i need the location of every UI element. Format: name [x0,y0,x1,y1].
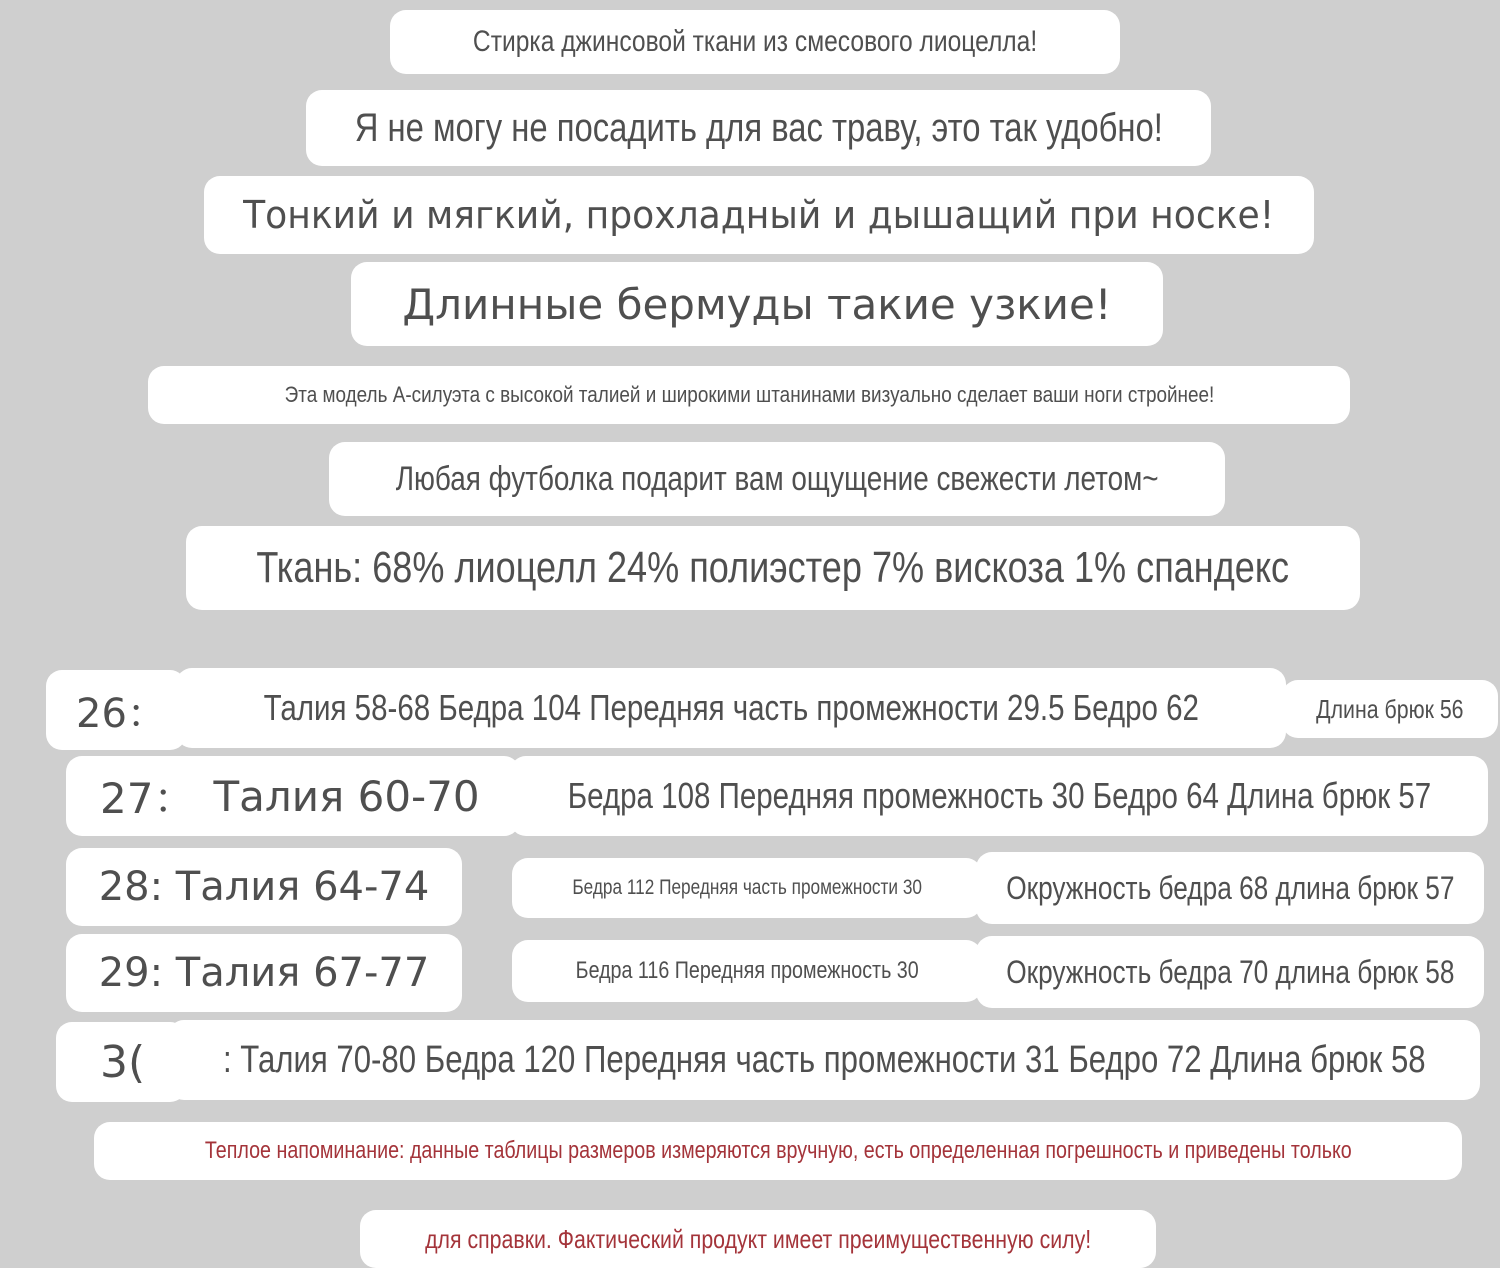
size-27-number: 27： [100,774,196,823]
size-28-label-text: 28: Талия 64-74 [98,864,430,910]
size-26-measurements [176,668,1286,748]
size-30-label [56,1022,186,1102]
headline-bermuda [351,262,1163,346]
headline-convenient [306,90,1211,166]
size-28-front-rise [512,858,982,918]
size-30-measurements [168,1020,1480,1100]
size-29-label [66,934,462,1012]
size-26-label [46,670,186,750]
fabric-composition [186,526,1360,610]
size-29-label-text: 29: Талия 67-77 [98,950,430,996]
size-26-length [1282,680,1498,738]
headline-silhouette-text: Эта модель А-силуэта с высокой талией и широкими штанинами визуально сделает ваши ноги стройнее! [284,382,1214,407]
size-29-thigh-length-text: Окружность бедра 70 длина брюк 58 [1005,953,1455,990]
size-27-measurements-text: Бедра 108 Передняя промежность 30 Бедро 64 Длина брюк 57 [567,775,1431,816]
size-27-measurements [510,756,1488,836]
notice-line-1-text: Теплое напоминание: данные таблицы размеров измеряются вручную, есть определенная погрешность и приведены только [204,1137,1352,1164]
size-29-front-rise-text: Бедра 116 Передняя промежность 30 [575,957,919,984]
notice-line-1 [94,1122,1462,1180]
size-28-front-rise-text: Бедра 112 Передняя часть промежности 30 [572,876,922,899]
size-29-thigh-length [976,936,1484,1008]
headline-tshirt [329,442,1225,516]
headline-washing-text: Стирка джинсовой ткани из смесового лиоцелла! [472,25,1038,58]
notice-line-2-text: для справки. Фактический продукт имеет преимущественную силу! [424,1223,1092,1254]
size-26-number: 26： [76,690,167,737]
headline-silhouette [148,366,1350,424]
headline-bermuda-text: Длинные бермуды такие узкие! [402,279,1112,329]
size-30-number: 3( [100,1036,146,1088]
size-28-thigh-length [976,852,1484,924]
fabric-composition-text: Ткань: 68% лиоцелл 24% полиэстер 7% вискоза 1% спандекс [256,543,1290,592]
notice-line-2 [360,1210,1156,1268]
size-26-measurements-text: Талия 58-68 Бедра 104 Передняя часть промежности 29.5 Бедро 62 [263,687,1199,728]
headline-washing [390,10,1120,74]
headline-convenient-text: Я не могу не посадить для вас траву, это так удобно! [354,105,1163,150]
size-30-measurements-text: : Талия 70-80 Бедра 120 Передняя часть промежности 31 Бедро 72 Длина брюк 58 [222,1038,1426,1081]
size-28-label [66,848,462,926]
size-27-waist: Талия 60-70 [213,771,480,821]
size-26-length-text: Длина брюк 56 [1316,693,1464,724]
headline-breathable-text: Тонкий и мягкий, прохладный и дышащий при носке! [243,193,1275,237]
size-28-thigh-length-text: Окружность бедра 68 длина брюк 57 [1005,869,1455,906]
headline-tshirt-text: Любая футболка подарит вам ощущение свежести летом~ [395,459,1159,498]
size-27-label [66,756,520,836]
size-29-front-rise [512,940,982,1002]
headline-breathable [204,176,1314,254]
